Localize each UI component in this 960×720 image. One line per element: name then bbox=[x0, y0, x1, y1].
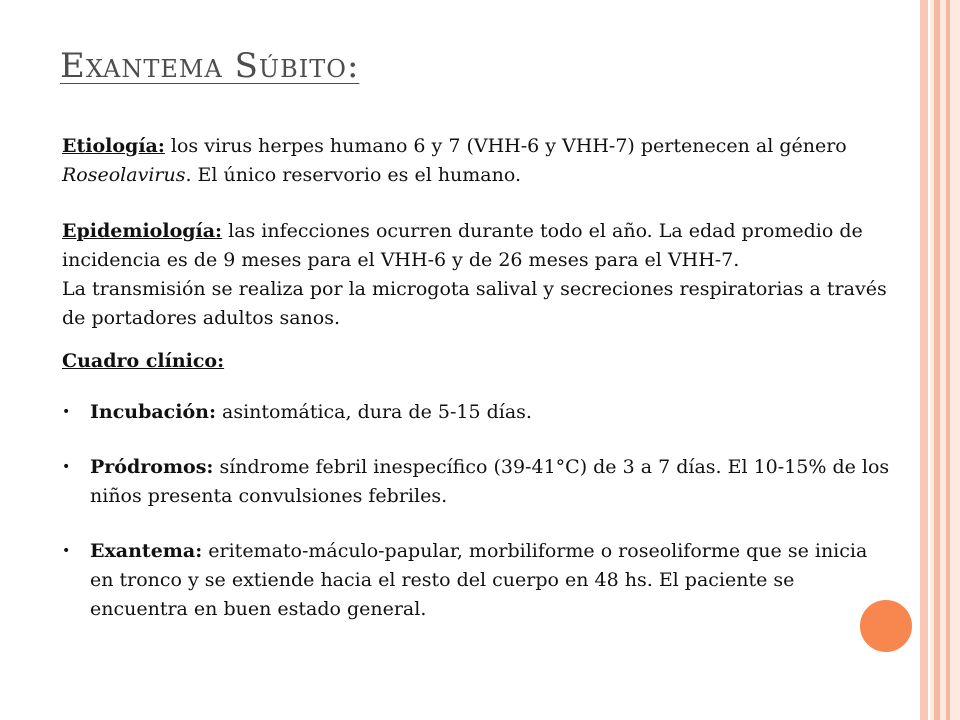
exantema-term: Exantema: bbox=[90, 540, 203, 562]
epidemiologia-label: Epidemiología: bbox=[62, 220, 223, 242]
list-item-exantema bbox=[62, 537, 892, 624]
etiologia-paragraph bbox=[62, 132, 892, 190]
exantema-text: eritemato-máculo-papular, morbiliforme o roseoliforme que se inicia en tronco y se extiende hacia el resto del cuerpo en 48 hs. El paciente se encuentra en buen estado general. bbox=[90, 540, 868, 620]
bullet-icon: • bbox=[62, 459, 71, 475]
transmision-paragraph: La transmisión se realiza por la microgota salival y secreciones respiratorias a través de portadores adultos sanos. bbox=[62, 278, 887, 329]
prodromos-term: Pródromos: bbox=[90, 456, 214, 478]
epidemiologia-paragraph bbox=[62, 217, 892, 275]
etiologia-label: Etiología: bbox=[62, 135, 165, 157]
etiologia-text-2: . El único reservorio es el humano. bbox=[185, 164, 522, 186]
slide-title: Exantema Súbito: bbox=[60, 46, 360, 86]
decor-stripe-right bbox=[946, 0, 950, 720]
decor-stripe-left bbox=[920, 0, 928, 720]
list-item-incubacion bbox=[62, 398, 892, 427]
bullet-icon: • bbox=[62, 404, 71, 420]
cuadro-clinico-label: Cuadro clínico: bbox=[62, 350, 225, 372]
etiologia-genus: Roseolavirus bbox=[62, 164, 186, 186]
etiologia-text-1: los virus herpes humano 6 y 7 (VHH-6 y VHH-7) pertenecen al género bbox=[164, 135, 847, 157]
decor-stripe-mid bbox=[934, 0, 940, 720]
orange-circle-decoration bbox=[857, 597, 915, 655]
bullet-icon: • bbox=[62, 543, 71, 559]
list-item-prodromos bbox=[62, 453, 892, 511]
incubacion-term: Incubación: bbox=[90, 401, 216, 423]
cuadro-clinico-heading bbox=[62, 347, 892, 376]
prodromos-text: síndrome febril inespecífico (39-41°C) de 3 a 7 días. El 10-15% de los niños presenta convulsiones febriles. bbox=[90, 456, 890, 507]
clinical-list bbox=[62, 398, 892, 624]
incubacion-text: asintomática, dura de 5-15 días. bbox=[215, 401, 532, 423]
slide-content bbox=[62, 132, 892, 650]
epidemiologia-text: las infecciones ocurren durante todo el año. La edad promedio de incidencia es de 9 meses para el VHH-6 y de 26 meses para el VHH-7. bbox=[62, 220, 863, 271]
